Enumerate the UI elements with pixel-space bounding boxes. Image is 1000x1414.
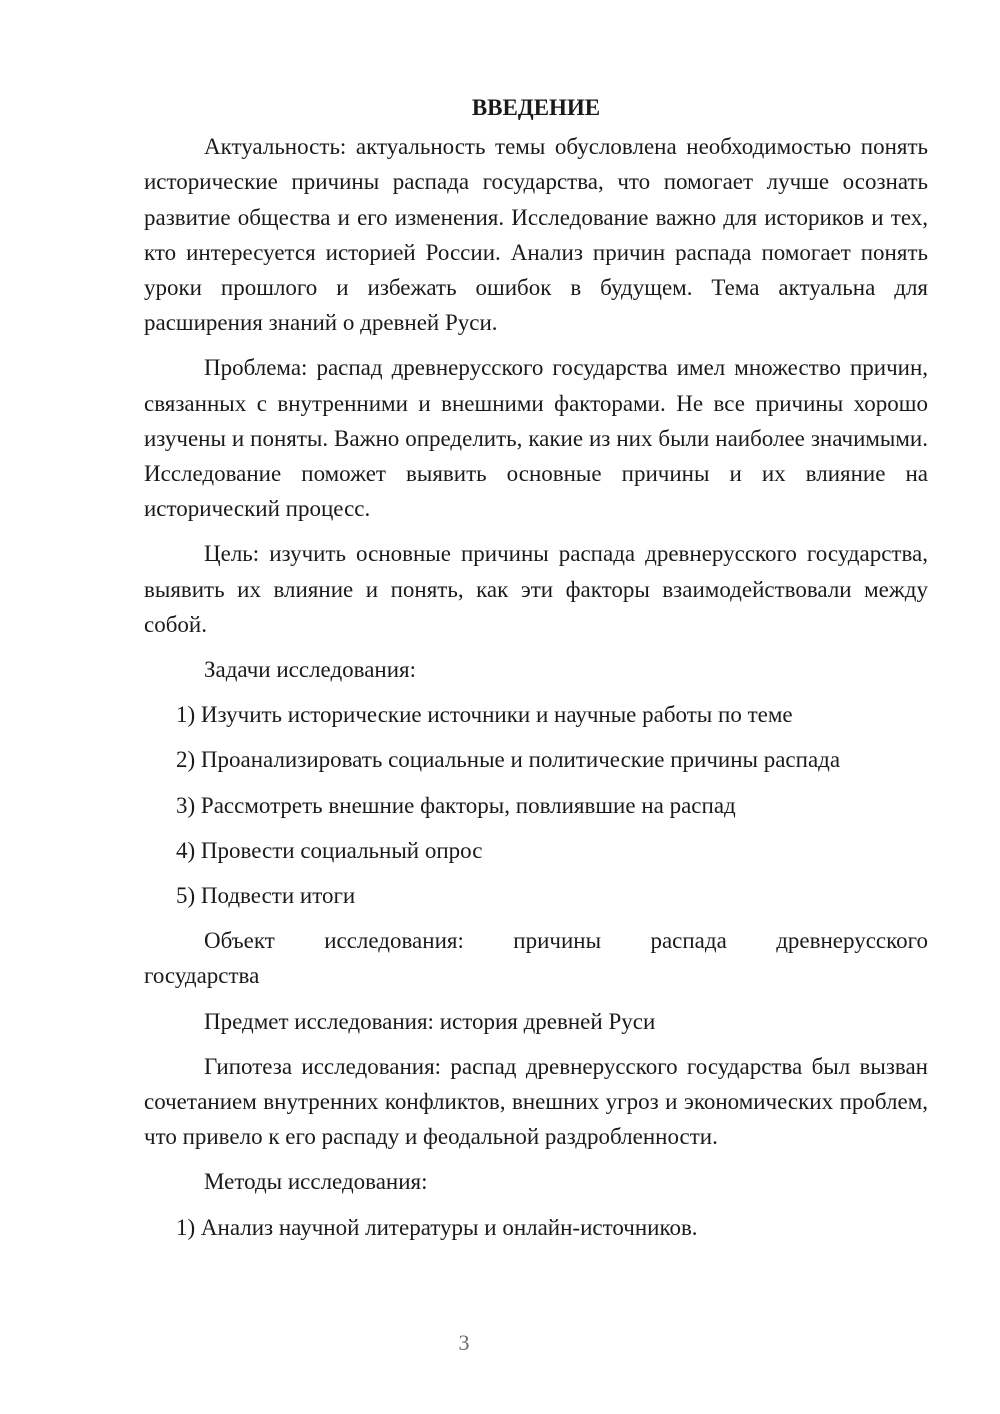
task-item: 3) Рассмотреть внешние факторы, повлиявшие на распад — [176, 792, 736, 818]
problem-paragraph: Проблема: распад древнерусского государства имел множество причин, связанных с внутренними и внешними факторами. Не все причины хорошо изучены и поняты. Важно определить, какие из них были наиболее значимыми. Исследование поможет выявить основные причины и их влияние на исторический процесс. — [144, 355, 928, 522]
tasks-list — [144, 697, 928, 913]
task-item: 4) Провести социальный опрос — [176, 837, 483, 863]
method-item: 1) Анализ научной литературы и онлайн-источников. — [176, 1214, 698, 1240]
methods-list — [144, 1210, 928, 1245]
task-item: 2) Проанализировать социальные и политические причины распада — [176, 747, 841, 773]
relevance-paragraph: Актуальность: актуальность темы обусловлена необходимостью понять исторические причины распада государства, что помогает лучше осознать развитие общества и его изменения. Исследование важно для историков и тех, кто интересуется историей России. Анализ причин распада помогает понять уроки прошлого и избежать ошибок в будущем. Тема актуальна для расширения знаний о древней Руси. — [144, 134, 928, 336]
object-paragraph-line1: Объект исследования: причины распада древнерусского — [204, 928, 928, 954]
hypothesis-paragraph: Гипотеза исследования: распад древнерусского государства был вызван сочетанием внутренних конфликтов, внешних угроз и экономических проблем, что привело к его распаду и феодальной раздробленности. — [144, 1053, 928, 1150]
section-title: ВВЕДЕНИЕ — [471, 95, 601, 120]
task-item: 1) Изучить исторические источники и научные работы по теме — [176, 702, 793, 728]
tasks-heading: Задачи исследования: — [204, 657, 417, 683]
goal-paragraph: Цель: изучить основные причины распада древнерусского государства, выявить их влияние и понять, как эти факторы взаимодействовали между собой. — [144, 541, 928, 637]
task-item: 5) Подвести итоги — [176, 883, 356, 909]
subject-paragraph: Предмет исследования: история древней Руси — [204, 1008, 656, 1034]
methods-heading: Методы исследования: — [204, 1169, 428, 1195]
page-content — [144, 90, 928, 1255]
object-paragraph-line2: государства — [144, 963, 260, 989]
page-number: 3 — [458, 1330, 470, 1355]
